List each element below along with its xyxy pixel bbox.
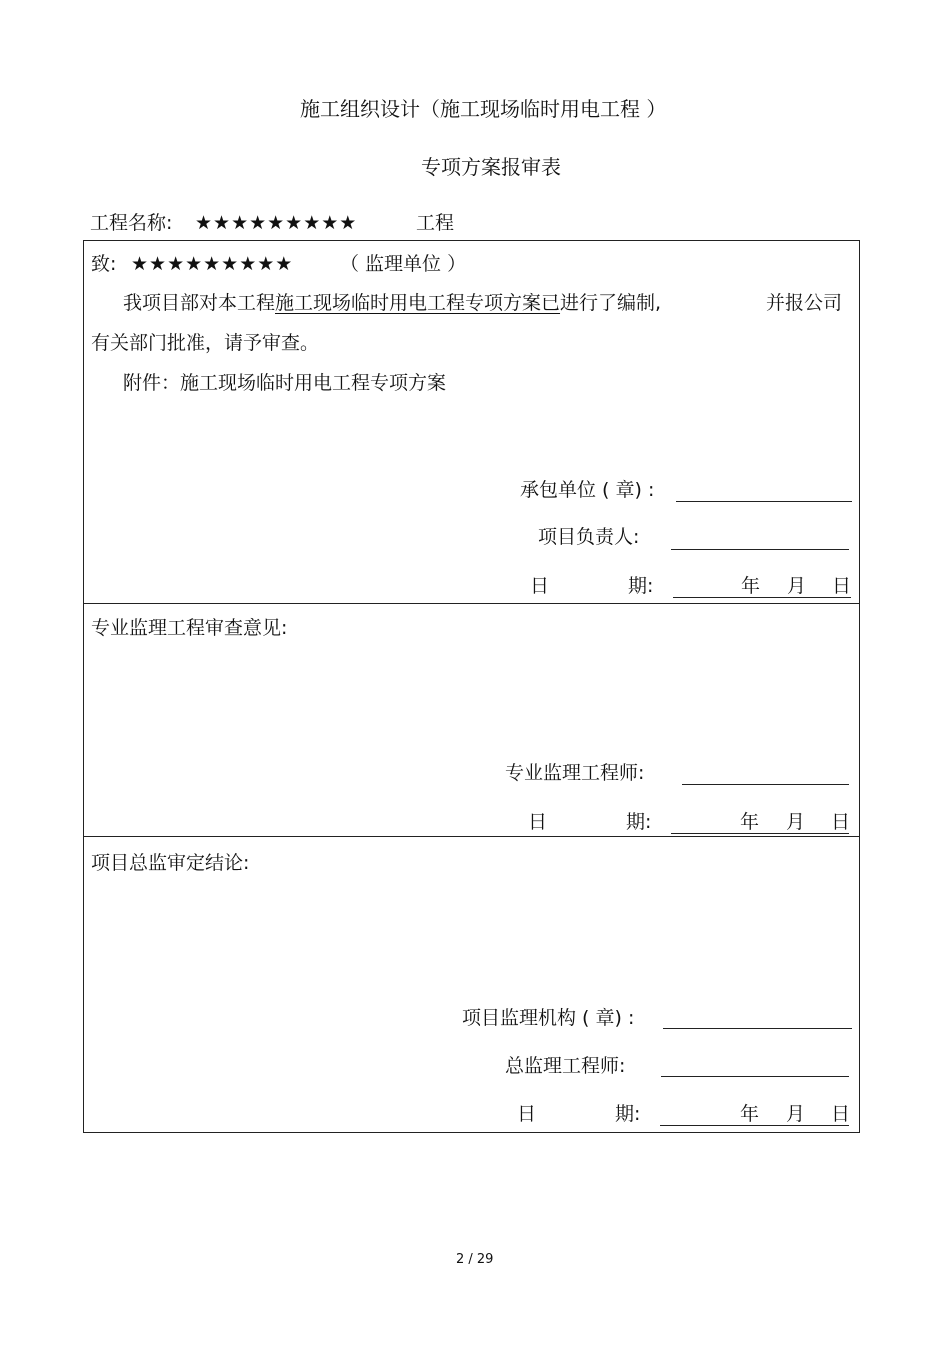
project-manager-signature-line [671, 549, 849, 550]
date-year-label: 年 [741, 575, 761, 597]
date-line [660, 1125, 849, 1126]
date-label-day-char: 日 [530, 575, 550, 597]
body-text-pre: 我项目部对本工程 [123, 292, 276, 314]
body-text-post: 进行了编制, [560, 292, 662, 314]
date-month-label: 月 [786, 811, 806, 833]
section-divider-2 [83, 836, 860, 837]
date-label-period: 期: [626, 811, 652, 833]
project-name-suffix: 工程 [416, 212, 455, 234]
contractor-label: 承包单位 ( 章) : [520, 479, 655, 501]
attachment-text: 附件：施工现场临时用电工程专项方案 [123, 372, 447, 394]
chief-engineer-signature-line [661, 1076, 849, 1077]
chief-conclusion-heading: 项目总监审定结论: [91, 852, 250, 874]
project-manager-label: 项目负责人: [538, 526, 640, 548]
project-name-value: ★★★★★★★★★ [195, 212, 358, 234]
date-label-day-char: 日 [528, 811, 548, 833]
date-line [673, 597, 851, 598]
date-day-label: 日 [831, 811, 851, 833]
date-year-label: 年 [740, 811, 760, 833]
engineer-review-heading: 专业监理工程审查意见: [91, 617, 288, 639]
date-year-label: 年 [740, 1103, 760, 1125]
chief-engineer-label: 总监理工程师: [505, 1055, 626, 1077]
engineer-label: 专业监理工程师: [505, 762, 645, 784]
date-label-period: 期: [615, 1103, 641, 1125]
date-label-period: 期: [628, 575, 654, 597]
recipient-unit: （ 监理单位 ） [340, 253, 467, 275]
body-text-right: 并报公司 [766, 292, 843, 314]
body-text-line1 [123, 292, 661, 315]
date-month-label: 月 [786, 1103, 806, 1125]
project-name-label: 工程名称: [90, 212, 173, 234]
page-number: 2 / 29 [456, 1252, 494, 1267]
date-label-day-char: 日 [517, 1103, 537, 1125]
body-text-underlined: 施工现场临时用电工程专项方案已 [275, 292, 561, 314]
engineer-signature-line [682, 784, 849, 785]
recipient-name: ★★★★★★★★★ [131, 253, 294, 275]
date-day-label: 日 [831, 1103, 851, 1125]
document-subtitle: 专项方案报审表 [421, 155, 561, 179]
contractor-signature-line [676, 501, 852, 502]
date-day-label: 日 [832, 575, 852, 597]
body-text-line2: 有关部门批准，请予审查。 [91, 332, 320, 354]
document-title: 施工组织设计（施工现场临时用电工程 ） [300, 97, 667, 121]
supervision-agency-label: 项目监理机构 ( 章) : [462, 1007, 635, 1029]
recipient-label: 致: [91, 253, 117, 275]
section-divider-1 [83, 603, 860, 604]
date-line [671, 833, 849, 834]
supervision-agency-signature-line [663, 1028, 852, 1029]
date-month-label: 月 [787, 575, 807, 597]
